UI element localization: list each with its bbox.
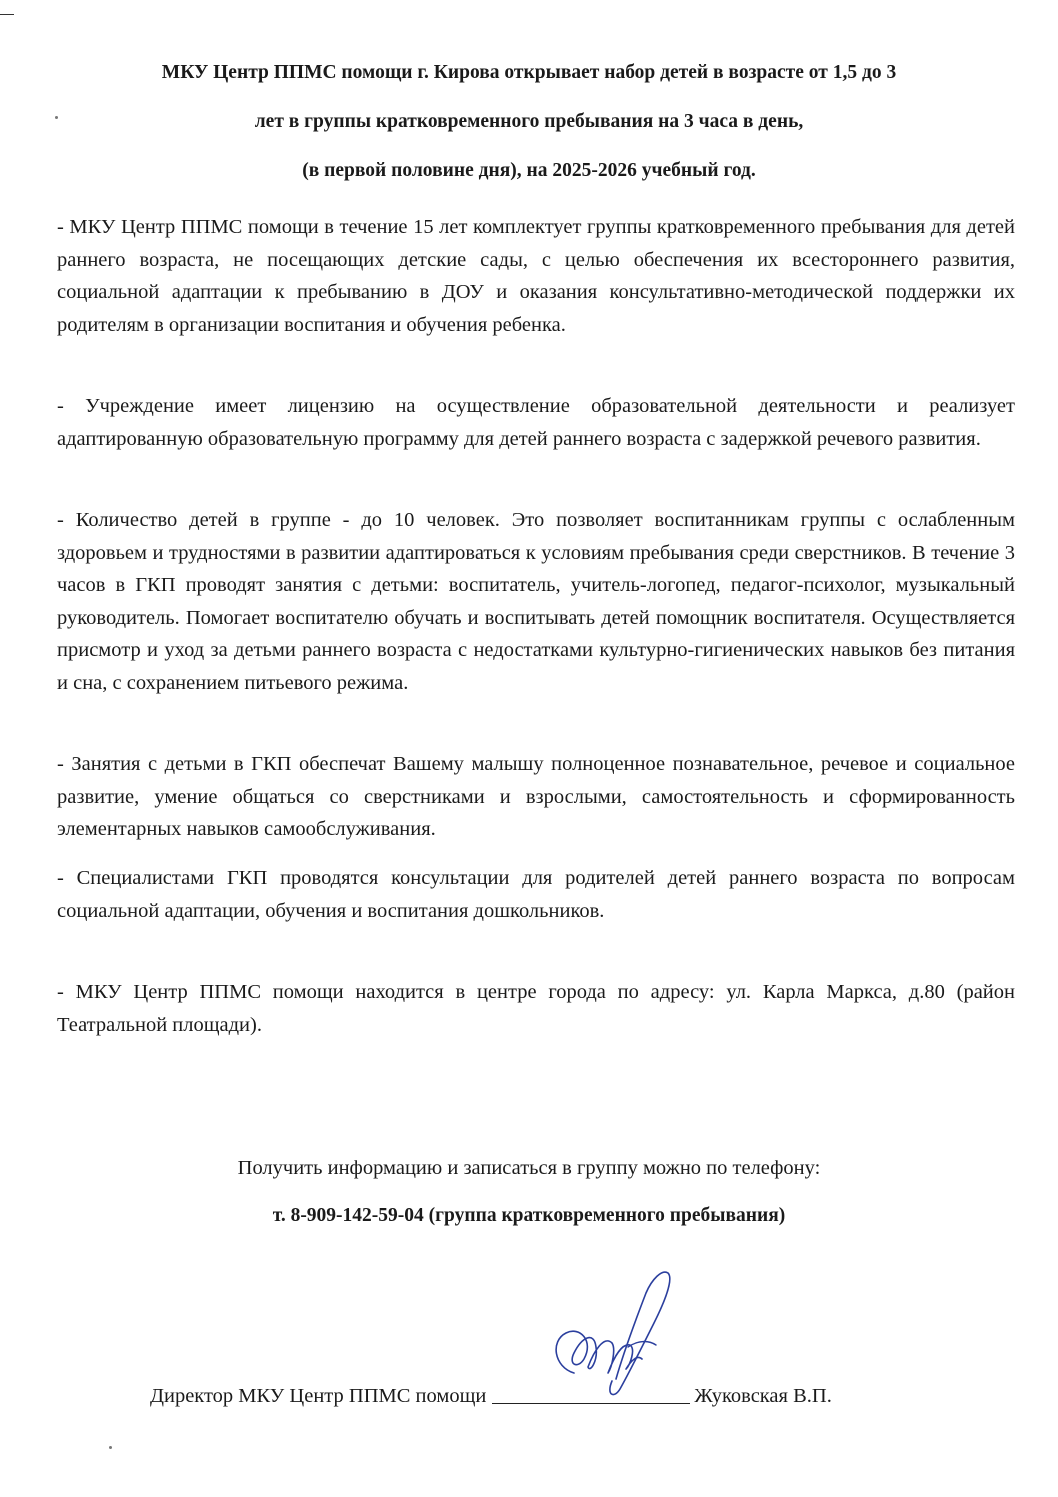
- paragraph-consultations: - Специалистами ГКП проводятся консультации для родителей детей раннего возраста по вопросам социальной адаптации, обучения и воспитания дошкольников.: [57, 867, 1015, 922]
- heading-line-1: МКУ Центр ППМС помощи г. Кирова открывает набор детей в возрасте от 1,5 до 3: [161, 62, 897, 83]
- director-title: Директор МКУ Центр ППМС помощи: [150, 1384, 487, 1407]
- director-name: Жуковская В.П.: [694, 1384, 832, 1407]
- paragraph-group-size: - Количество детей в группе - до 10 человек. Это позволяет воспитанникам группы с ослабленным здоровьем и трудностями в развитии адаптироваться к условиям пребывания среди сверстников. В течение 3 часов в ГКП проводят занятия с детьми: воспитатель, учитель-логопед, педагог-психолог, музыкальный руководитель. Помогает воспитателю обучать и воспитывать детей помощник воспитателя. Осуществляется присмотр и уход за детьми раннего возраста с недостатками культурно-гигиенических навыков без питания и сна, с сохранением питьевого режима.: [57, 509, 1015, 694]
- paragraph-license: - Учреждение имеет лицензию на осуществление образовательной деятельности и реализует адаптированную образовательную программу для детей раннего возраста с задержкой речевого развития.: [57, 395, 1015, 450]
- contact-phone: т. 8-909-142-59-04 (группа кратковременного пребывания): [272, 1205, 786, 1226]
- signature-line: [492, 1381, 690, 1404]
- heading-line-2: лет в группы кратковременного пребывания на 3 часа в день,: [254, 111, 804, 132]
- scan-speck: [109, 1446, 112, 1449]
- signature-block: [150, 1381, 832, 1406]
- paragraph-activities: - Занятия с детьми в ГКП обеспечат Вашему малышу полноценное познавательное, речевое и социальное развитие, умение общаться со сверстниками и взрослыми, самостоятельность и сформированность элементарных навыков самообслуживания.: [57, 753, 1015, 841]
- heading-line-3: (в первой половине дня), на 2025-2026 учебный год.: [302, 160, 756, 181]
- handwritten-signature: [532, 1263, 682, 1403]
- paragraph-about-center: - МКУ Центр ППМС помощи в течение 15 лет комплектует группы кратковременного пребывания для детей раннего возраста, не посещающих детские сады, с целью обеспечения их всестороннего развития, социальной адаптации к пребыванию в ДОУ и оказания консультативно-методической поддержки их родителям в организации воспитания и обучения ребенка.: [57, 216, 1015, 336]
- paragraph-address: - МКУ Центр ППМС помощи находится в центре города по адресу: ул. Карла Маркса, д.80 (район Театральной площади).: [57, 981, 1015, 1036]
- contact-info-text: Получить информацию и записаться в группу можно по телефону:: [237, 1157, 821, 1179]
- scan-corner-mark: [0, 14, 14, 15]
